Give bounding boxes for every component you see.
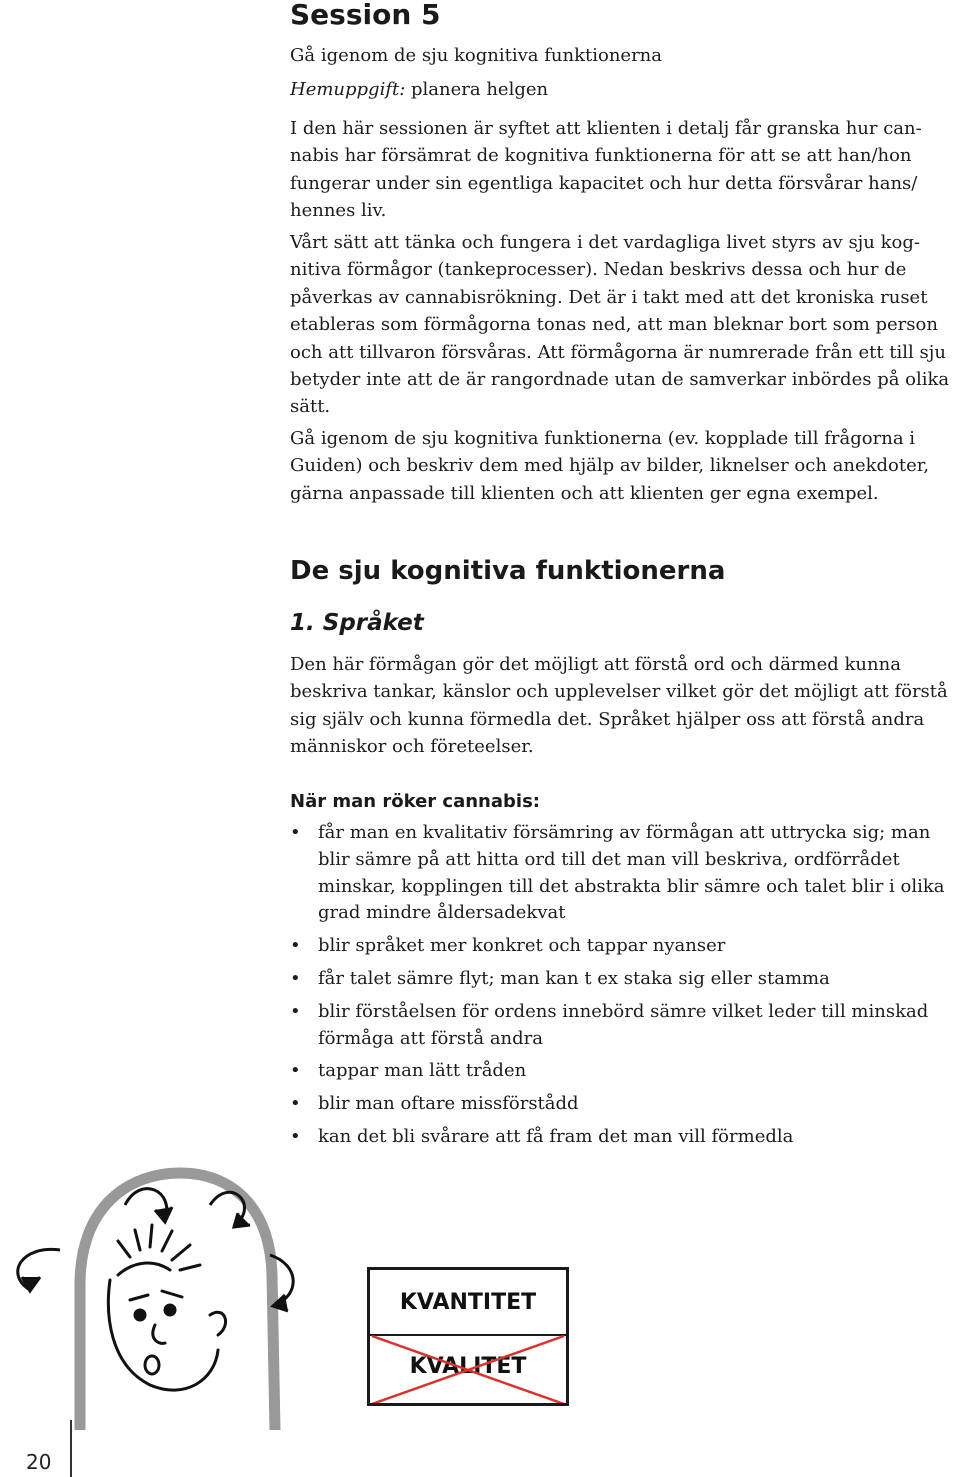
text-line: människor och företeelser. bbox=[290, 736, 534, 758]
text-line: beskriva tankar, känslor och upplevelser vilket gör det möjligt att förstå bbox=[290, 681, 948, 703]
list-item bbox=[290, 1058, 960, 1085]
effects-list bbox=[290, 820, 960, 1151]
section-heading: De sju kognitiva funktionerna bbox=[290, 556, 726, 586]
text-line: påverkas av cannabisrökning. Det är i takt med att det kroniska ruset bbox=[290, 286, 928, 308]
arrow-left-icon bbox=[18, 1249, 60, 1291]
text-line: förmåga att förstå andra bbox=[318, 1027, 544, 1049]
session-intro bbox=[290, 42, 662, 104]
list-item bbox=[290, 820, 960, 927]
list-item bbox=[290, 933, 960, 960]
text-line: fungerar under sin egentliga kapacitet och hur detta försvårar hans/ bbox=[290, 172, 918, 194]
hemuppgift-label: Hemuppgift: bbox=[290, 79, 406, 101]
text-line: sätt. bbox=[290, 396, 331, 418]
text-line: • blir man oftare missförstådd bbox=[318, 1093, 579, 1115]
session-title: Session 5 bbox=[290, 0, 441, 31]
session-paragraph-2 bbox=[290, 229, 949, 421]
text-line: grad mindre åldersadekvat bbox=[318, 902, 566, 924]
text-line: Den här förmågan gör det möjligt att förstå ord och därmed kunna bbox=[290, 654, 901, 675]
page-rule bbox=[70, 1420, 72, 1477]
text-line: hennes liv. bbox=[290, 200, 387, 222]
text-line: nabis har försämrat de kognitiva funktionerna för att se att han/hon bbox=[290, 145, 912, 167]
text-line: blir sämre på att hitta ord till det man vill beskriva, ordförrådet bbox=[318, 848, 900, 870]
text-line: Gå igenom de sju kognitiva funktionerna (ev. kopplade till frågorna i bbox=[290, 428, 916, 449]
red-cross-icon bbox=[370, 1334, 566, 1406]
list-heading: När man röker cannabis: bbox=[290, 791, 540, 812]
list-item bbox=[290, 999, 960, 1053]
intro-line: Gå igenom de sju kognitiva funktionerna bbox=[290, 45, 662, 66]
text-line: I den här sessionen är syftet att klienten i detalj får granska hur can- bbox=[290, 118, 922, 139]
session-paragraph-3 bbox=[290, 425, 929, 507]
quantity-quality-box bbox=[367, 1267, 569, 1406]
face-icon bbox=[108, 1225, 225, 1390]
confused-head-illustration bbox=[0, 1165, 300, 1430]
text-line: minskar, kopplingen till det abstrakta blir sämre och talet blir i olika bbox=[318, 875, 945, 897]
text-line: nitiva förmågor (tankeprocesser). Nedan beskrivs dessa och hur de bbox=[290, 259, 907, 281]
text-line: • kan det bli svårare att få fram det man vill förmedla bbox=[318, 1125, 794, 1147]
arrow-top-icon bbox=[125, 1189, 172, 1222]
box-label-quality: KVALITET bbox=[409, 1354, 527, 1379]
text-line: betyder inte att de är rangordnade utan de samverkar inbördes på olika bbox=[290, 369, 950, 391]
section-paragraph bbox=[290, 651, 948, 761]
hemuppgift-text: planera helgen bbox=[405, 79, 549, 101]
list-item bbox=[290, 966, 960, 993]
hemuppgift-line bbox=[290, 76, 662, 103]
text-line: och att tillvaron försvåras. Att förmågorna är numrerade från ett till sju bbox=[290, 341, 946, 363]
session-paragraph-1 bbox=[290, 115, 922, 225]
text-line: etableras som förmågorna tonas ned, att man bleknar bort som person bbox=[290, 314, 938, 336]
text-line: gärna anpassade till klienten och att klienten ger egna exempel. bbox=[290, 482, 879, 504]
list-item bbox=[290, 1124, 960, 1151]
text-line: Guiden) och beskriv dem med hjälp av bilder, liknelser och anekdoter, bbox=[290, 455, 930, 477]
box-label-quantity: KVANTITET bbox=[399, 1290, 537, 1315]
text-line: • får man en kvalitativ försämring av förmågan att uttrycka sig; man bbox=[318, 822, 931, 843]
text-line: • får talet sämre flyt; man kan t ex staka sig eller stamma bbox=[318, 967, 830, 989]
text-line: • blir förståelsen för ordens innebörd sämre vilket leder till minskad bbox=[318, 1000, 929, 1022]
text-line: • blir språket mer konkret och tappar nyanser bbox=[318, 935, 726, 957]
text-line: Vårt sätt att tänka och fungera i det vardagliga livet styrs av sju kog- bbox=[290, 232, 920, 253]
text-line: • tappar man lätt tråden bbox=[318, 1060, 527, 1082]
subsection-heading: 1. Språket bbox=[290, 610, 424, 636]
list-item bbox=[290, 1091, 960, 1118]
text-line: sig själv och kunna förmedla det. Språket hjälper oss att förstå andra bbox=[290, 708, 925, 730]
page-number: 20 bbox=[26, 1450, 52, 1474]
